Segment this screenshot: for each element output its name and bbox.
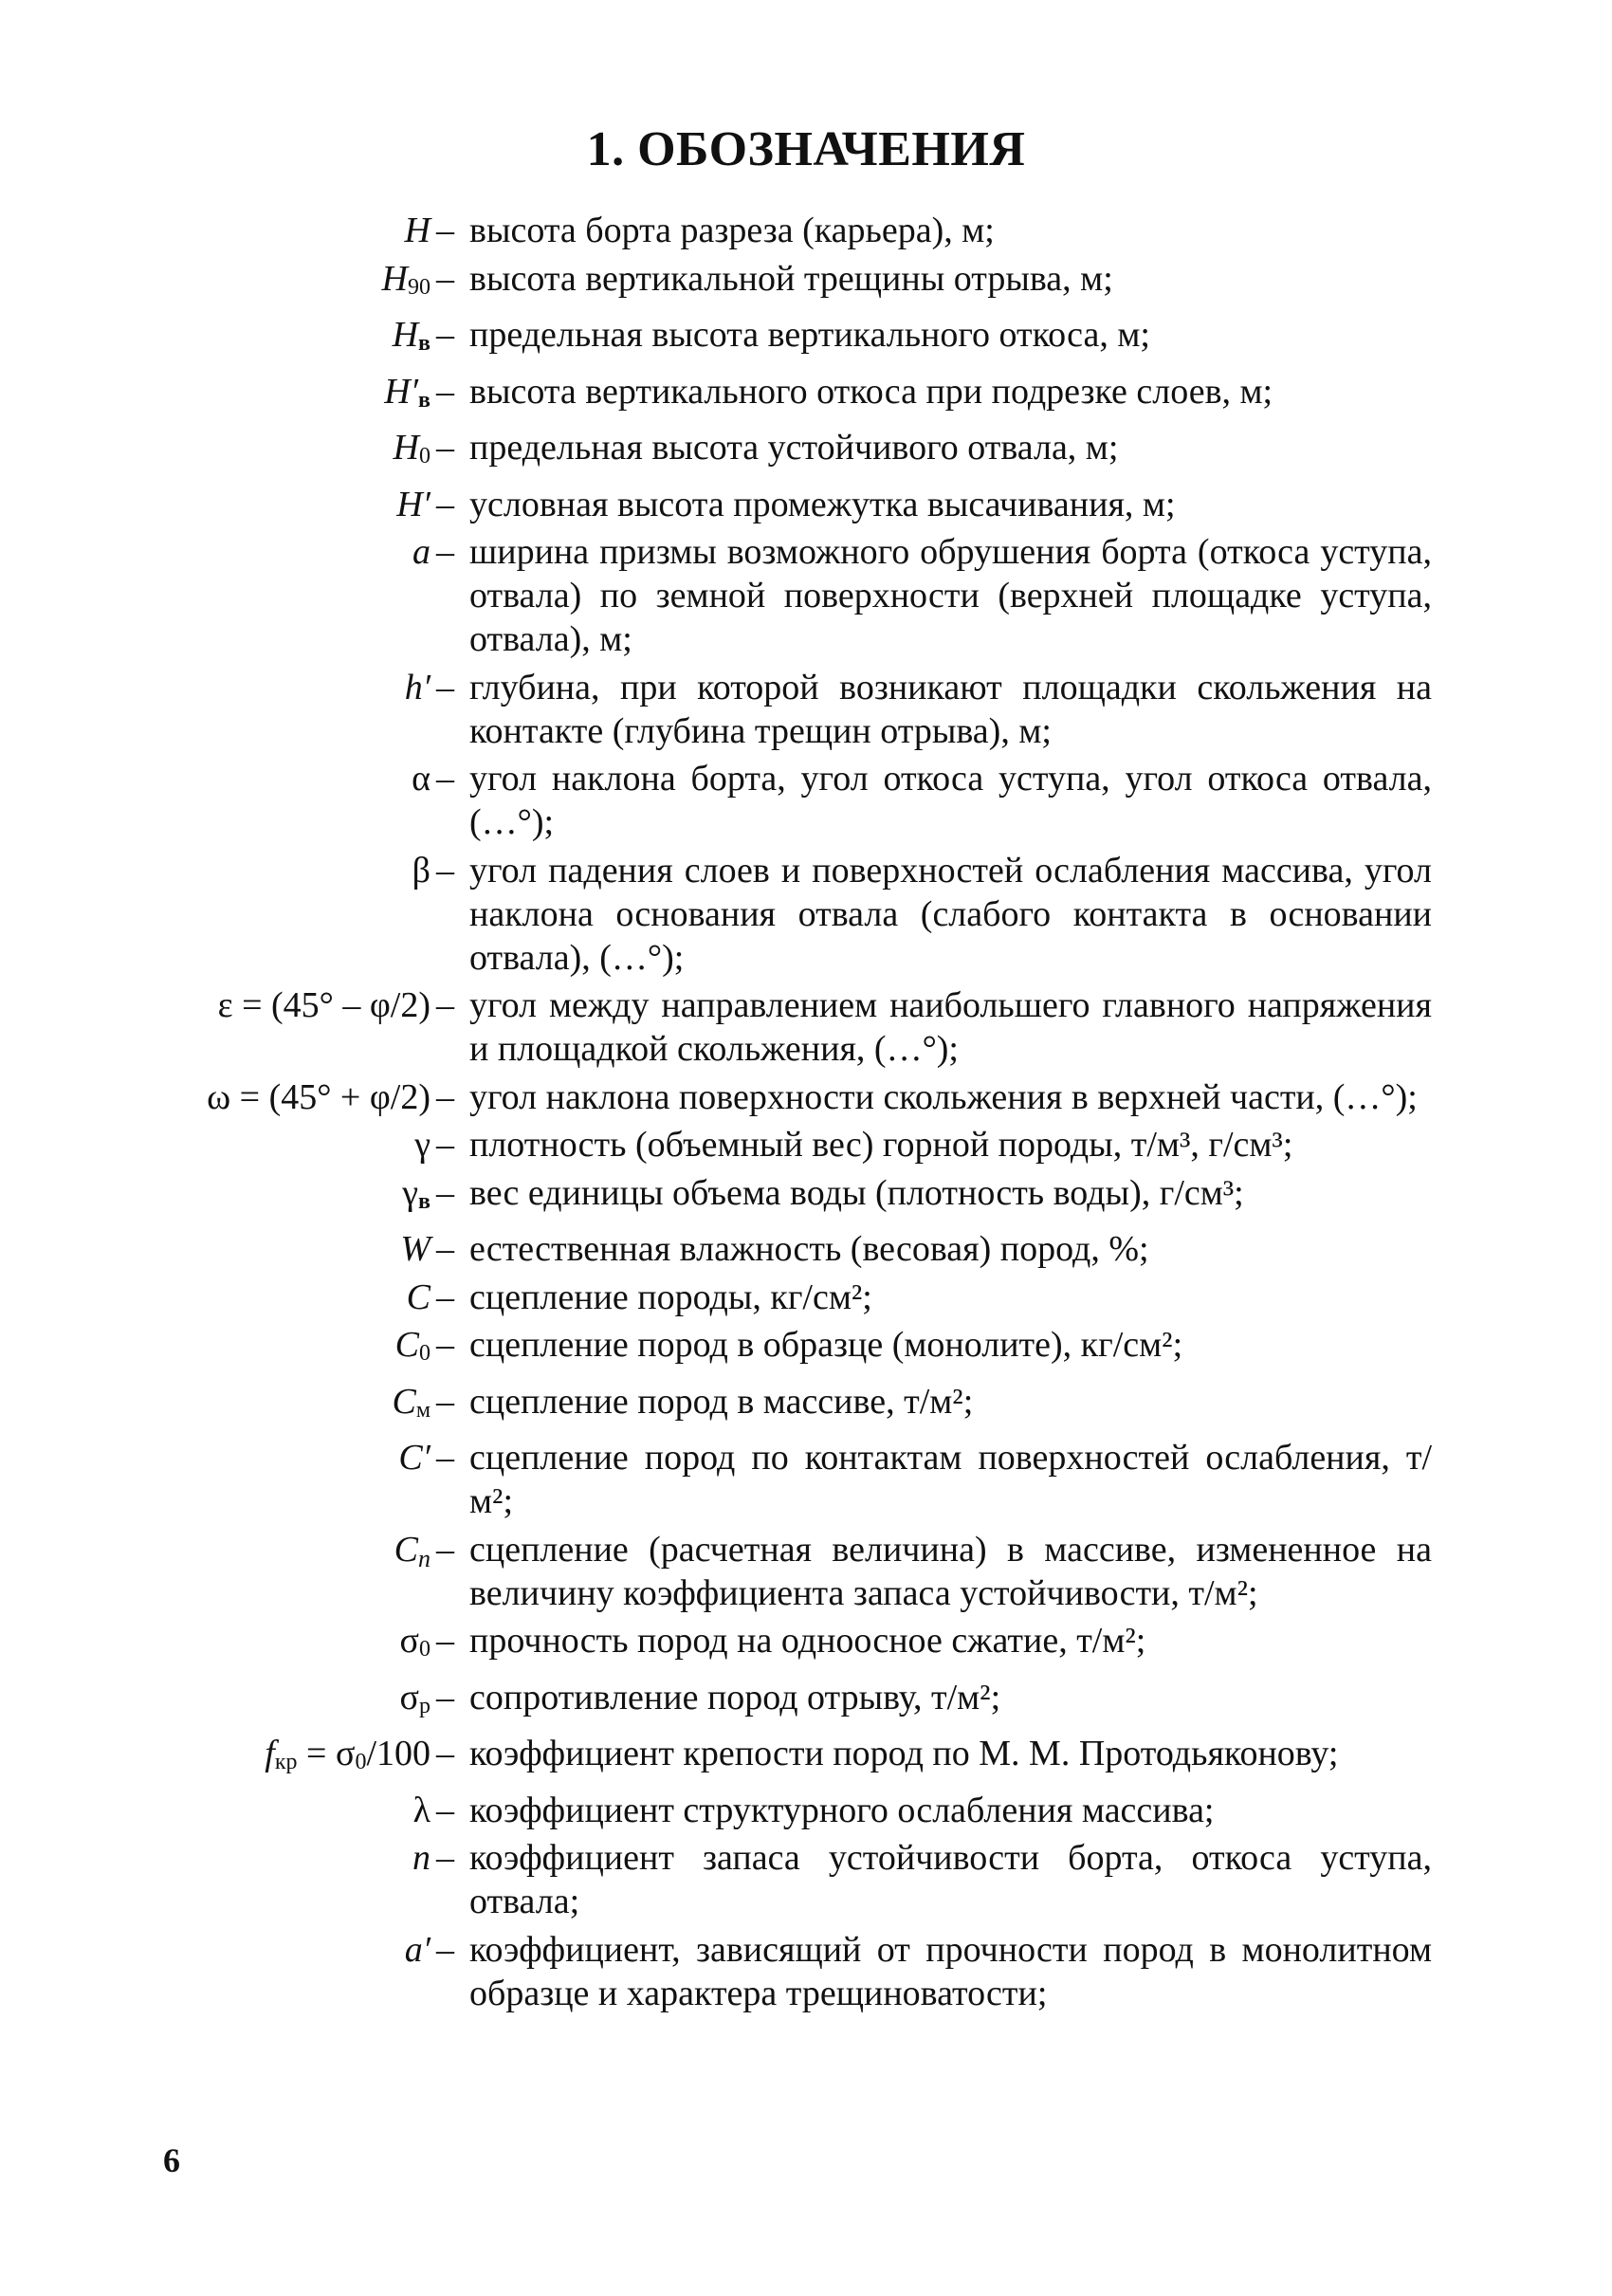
notation-symbol: ω = (45° + φ/2) – <box>207 1076 454 1117</box>
notation-symbol: H′ – <box>396 484 454 524</box>
notation-symbol: σр – <box>399 1677 454 1718</box>
notation-definition: коэффициент крепости пород по М. М. Протодьяконову; <box>469 1734 1339 1773</box>
notation-definition: угол наклона поверхности скольжения в верхней части, (…°); <box>469 1076 1418 1117</box>
notation-symbol: γв – <box>402 1172 454 1214</box>
notation-symbol: H90 – <box>381 258 454 300</box>
notation-definition: угол падения слоев и поверхностей ослабления массива, угол наклона основания отвала (слабого контакта в основании отвала), (…°); <box>469 850 1432 978</box>
notation-definition: вес единицы объема воды (плотность воды), г/см³; <box>469 1172 1244 1213</box>
notation-symbol: Cn – <box>394 1529 454 1572</box>
notation-entry <box>142 1380 1432 1432</box>
notation-list <box>142 209 1432 2019</box>
notation-definition: коэффициент запаса устойчивости борта, откоса уступа, отвала; <box>469 1838 1432 1921</box>
notation-definition: прочность пород на одноосное сжатие, т/м²; <box>469 1621 1146 1661</box>
notation-symbol: C′ – <box>398 1438 454 1478</box>
notation-entry <box>142 209 1432 252</box>
notation-symbol: ε = (45° – φ/2) – <box>217 985 454 1025</box>
notation-entry <box>142 1436 1432 1523</box>
notation-symbol: a – <box>412 532 454 572</box>
notation-symbol: H0 – <box>393 428 454 468</box>
notation-entry <box>142 426 1432 478</box>
notation-definition: угол между направлением наибольшего главного напряжения и площадкой скольжения, (…°); <box>469 985 1432 1069</box>
notation-entry <box>142 666 1432 753</box>
notation-definition: предельная высота вертикального откоса, м; <box>469 315 1150 355</box>
notation-symbol: h′ – <box>404 667 454 707</box>
notation-definition: угол наклона борта, угол откоса уступа, угол откоса отвала, (…°); <box>469 759 1432 842</box>
notation-symbol: H′в – <box>384 371 454 413</box>
notation-symbol: n – <box>412 1838 454 1878</box>
notation-entry <box>142 1619 1432 1671</box>
notation-entry <box>142 370 1432 422</box>
notation-entry <box>142 1075 1432 1119</box>
notation-definition: сцепление пород по контактам поверхностей ослабления, т/м²; <box>469 1438 1432 1521</box>
notation-definition: сопротивление пород отрыву, т/м²; <box>469 1677 1001 1717</box>
notation-symbol: W – <box>400 1229 454 1269</box>
notation-entry <box>142 1171 1432 1223</box>
notation-symbol: H – <box>404 211 454 250</box>
notation-entry <box>142 1732 1432 1784</box>
notation-entry <box>142 1928 1432 2015</box>
notation-symbol: C0 – <box>394 1325 454 1366</box>
notation-symbol: a′ – <box>404 1929 454 1970</box>
notation-definition: сцепление пород в образце (монолите), кг/см²; <box>469 1325 1183 1365</box>
notation-definition: высота борта разреза (карьера), м; <box>469 211 995 250</box>
notation-entry <box>142 483 1432 526</box>
notation-entry <box>142 757 1432 844</box>
page-number: 6 <box>163 2141 180 2179</box>
notation-definition: глубина, при которой возникают площадки скольжения на контакте (глубина трещин отрыва), м; <box>469 667 1432 751</box>
notation-entry <box>142 1528 1432 1615</box>
notation-definition: сцепление (расчетная величина) в массиве, измененное на величину коэффициента запаса устойчивости, т/м²; <box>469 1529 1432 1613</box>
notation-symbol: σ0 – <box>399 1621 454 1662</box>
notation-definition: высота вертикальной трещины отрыва, м; <box>469 258 1113 299</box>
notation-entry <box>142 530 1432 661</box>
notation-entry <box>142 1227 1432 1271</box>
notation-entry <box>142 313 1432 365</box>
notation-entry <box>142 1323 1432 1375</box>
notation-entry <box>142 849 1432 980</box>
notation-definition: коэффициент, зависящий от прочности пород в монолитном образце и характера трещиноватости; <box>469 1929 1432 2013</box>
notation-entry <box>142 1276 1432 1319</box>
notation-definition: сцепление породы, кг/см²; <box>469 1277 872 1317</box>
notation-entry <box>142 983 1432 1071</box>
notation-entry <box>142 1789 1432 1832</box>
notation-entry <box>142 257 1432 309</box>
notation-symbol: fкр = σ0/100 – <box>265 1734 454 1774</box>
notation-definition: естественная влажность (весовая) пород, %; <box>469 1229 1149 1269</box>
notation-symbol: γ – <box>414 1125 454 1165</box>
notation-symbol: α – <box>412 759 454 799</box>
notation-entry <box>142 1676 1432 1728</box>
notation-definition: предельная высота устойчивого отвала, м; <box>469 428 1119 468</box>
notation-definition: высота вертикального откоса при подрезке слоев, м; <box>469 371 1273 412</box>
notation-definition: условная высота промежутка высачивания, м; <box>469 484 1176 524</box>
page-title: 1. ОБОЗНАЧЕНИЯ <box>586 122 1026 176</box>
notation-definition: ширина призмы возможного обрушения борта (откоса уступа, отвала) по земной поверхности (верхней площадке уступа, отвала), м; <box>469 532 1432 659</box>
notation-definition: коэффициент структурного ослабления массива; <box>469 1790 1215 1830</box>
notation-definition: сцепление пород в массиве, т/м²; <box>469 1381 974 1422</box>
notation-symbol: Hв – <box>392 315 454 356</box>
notation-symbol: β – <box>412 850 454 891</box>
notation-entry <box>142 1123 1432 1166</box>
notation-symbol: λ – <box>412 1790 454 1830</box>
notation-symbol: Cм – <box>392 1381 454 1423</box>
notation-definition: плотность (объемный вес) горной породы, т/м³, г/см³; <box>469 1125 1293 1165</box>
notation-entry <box>142 1836 1432 1923</box>
notation-symbol: C – <box>406 1277 454 1317</box>
